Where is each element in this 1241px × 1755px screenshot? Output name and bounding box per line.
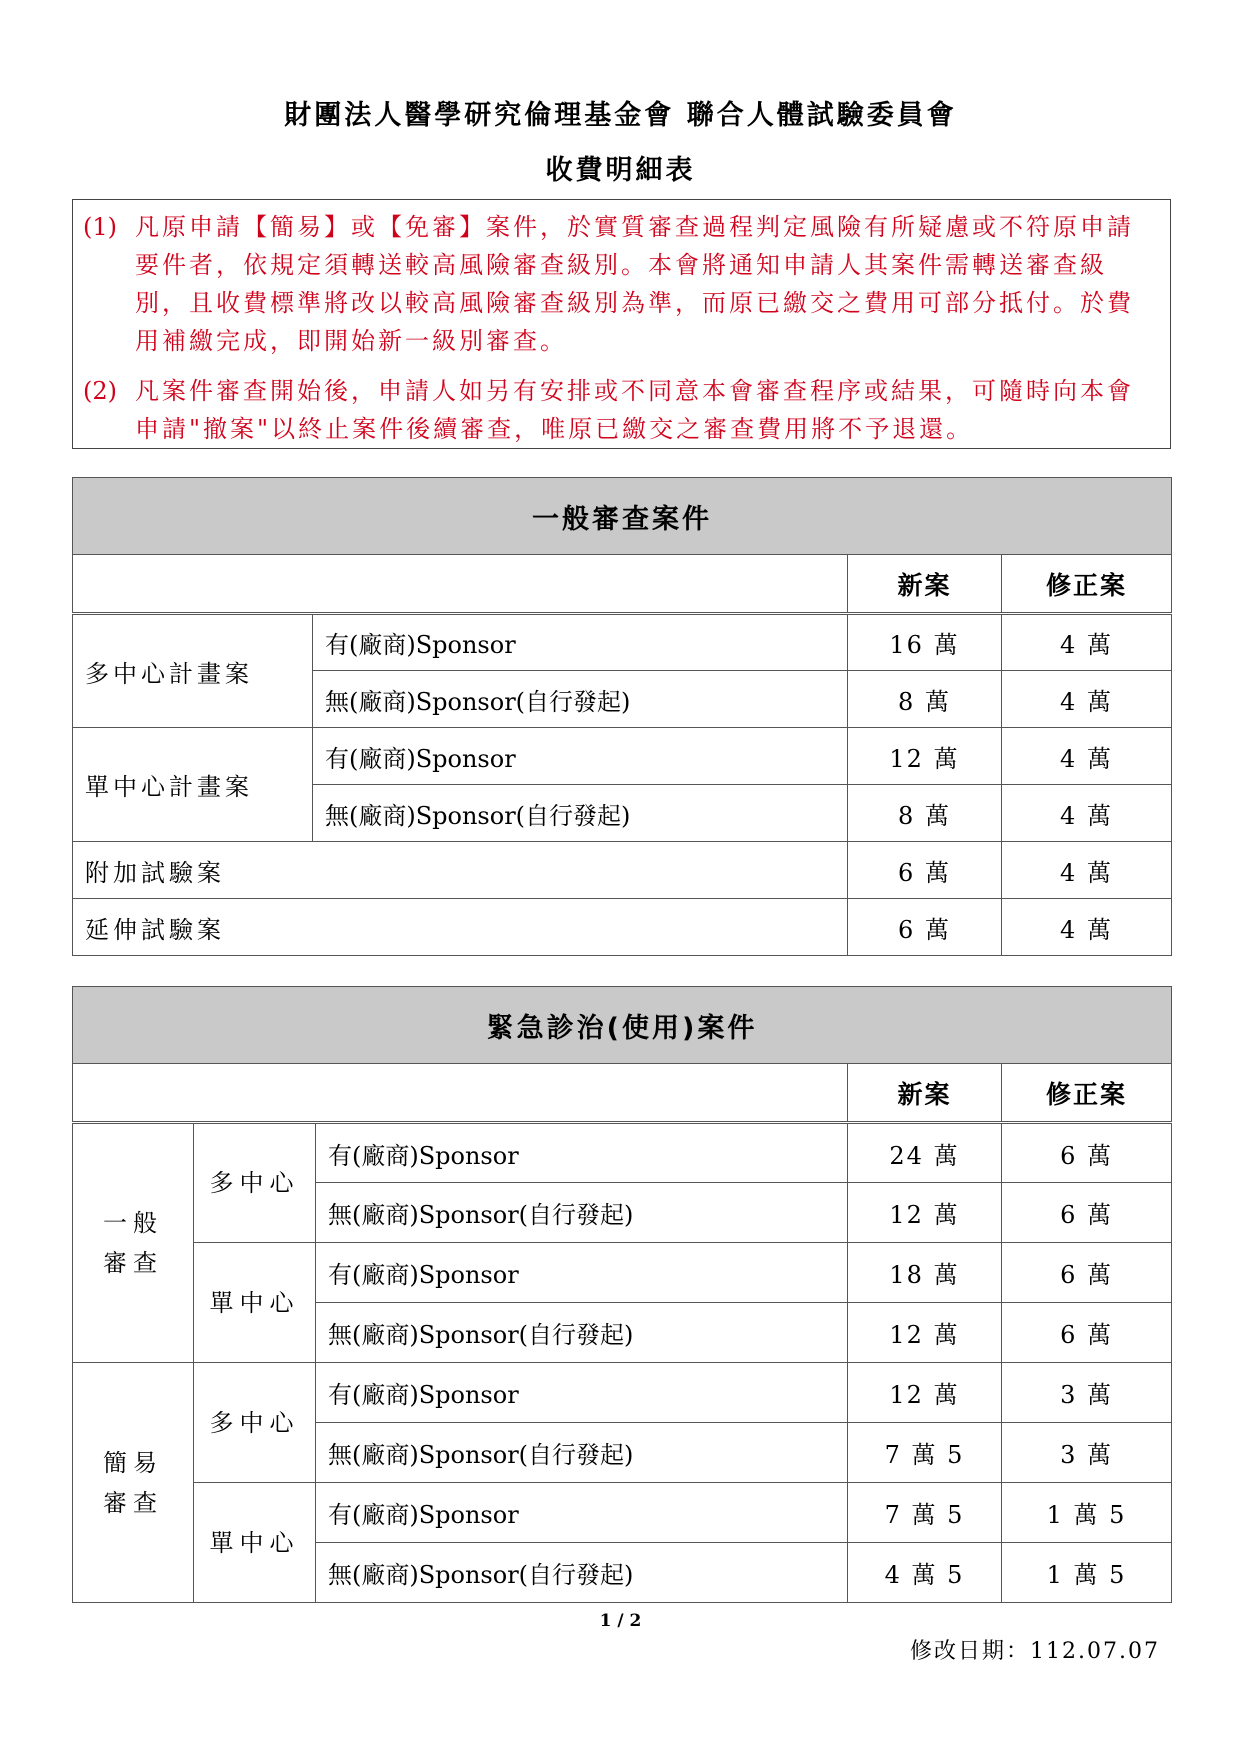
sponsor-cell: 無(廠商)Sponsor(自行發起) [316, 1423, 848, 1483]
new-fee-cell: 12 萬 [848, 1183, 1002, 1243]
emergency-use-fee-table [72, 986, 1172, 1603]
revision-fee-cell: 3 萬 [1002, 1423, 1172, 1483]
new-fee-cell: 6 萬 [848, 899, 1002, 956]
new-fee-cell: 8 萬 [848, 671, 1002, 728]
table-row [73, 899, 1172, 956]
notice-item-text: 凡原申請【簡易】或【免審】案件，於實質審查過程判定風險有所疑慮或不符原申請要件者，依規定須轉送較高風險審查級別。本會將通知申請人其案件需轉送審查級別，且收費標準將改以較高風險審查級別為準，而原已繳交之費用可部分抵付。於費用補繳完成，即開始新一級別審查。 [135, 213, 1134, 355]
sponsor-cell: 無(廠商)Sponsor(自行發起) [316, 1543, 848, 1603]
new-fee-cell: 7 萬 5 [848, 1483, 1002, 1543]
revision-fee-cell: 3 萬 [1002, 1363, 1172, 1423]
plan-type-cell: 附加試驗案 [73, 842, 848, 899]
table-row [73, 1243, 1172, 1303]
table-row [73, 728, 1172, 785]
notice-item-number: (1) [83, 213, 117, 241]
revision-fee-cell: 4 萬 [1002, 899, 1172, 956]
new-fee-cell: 18 萬 [848, 1243, 1002, 1303]
table-row [73, 842, 1172, 899]
document-subtitle: 收費明細表 [545, 155, 696, 186]
sponsor-cell: 有(廠商)Sponsor [316, 1243, 848, 1303]
column-header-revision: 修正案 [1002, 555, 1172, 614]
sponsor-cell: 有(廠商)Sponsor [313, 614, 848, 671]
document-title: 財團法人醫學研究倫理基金會 聯合人體試驗委員會 [284, 100, 957, 131]
sponsor-cell: 有(廠商)Sponsor [316, 1123, 848, 1183]
new-fee-cell: 16 萬 [848, 614, 1002, 671]
review-category-cell: 一般 審查 [73, 1123, 194, 1363]
header-blank-cell [73, 1064, 848, 1123]
plan-type-cell: 單中心計畫案 [73, 728, 313, 842]
table-section-title: 緊急診治(使用)案件 [73, 987, 1172, 1064]
notice-item-text: 凡案件審查開始後，申請人如另有安排或不同意本會審查程序或結果，可隨時向本會申請"撤案"以終止案件後續審查，唯原已繳交之審查費用將不予退還。 [135, 377, 1134, 443]
new-fee-cell: 12 萬 [848, 1363, 1002, 1423]
sponsor-cell: 無(廠商)Sponsor(自行發起) [316, 1183, 848, 1243]
table-row [73, 1123, 1172, 1183]
center-type-cell: 單中心 [194, 1483, 316, 1603]
notice-item [83, 208, 1158, 360]
notice-box [72, 199, 1171, 449]
new-fee-cell: 12 萬 [848, 1303, 1002, 1363]
sponsor-cell: 有(廠商)Sponsor [316, 1363, 848, 1423]
table-row [73, 614, 1172, 671]
sponsor-cell: 無(廠商)Sponsor(自行發起) [316, 1303, 848, 1363]
table-row [73, 1363, 1172, 1423]
notice-item-number: (2) [83, 377, 117, 405]
table-section-title: 一般審查案件 [73, 478, 1172, 555]
new-fee-cell: 8 萬 [848, 785, 1002, 842]
new-fee-cell: 4 萬 5 [848, 1543, 1002, 1603]
review-category-cell: 簡易 審查 [73, 1363, 194, 1603]
revision-fee-cell: 6 萬 [1002, 1243, 1172, 1303]
page-number: 1 / 2 [599, 1611, 642, 1631]
sponsor-cell: 無(廠商)Sponsor(自行發起) [313, 785, 848, 842]
center-type-cell: 多中心 [194, 1123, 316, 1243]
revision-fee-cell: 6 萬 [1002, 1303, 1172, 1363]
revision-fee-cell: 6 萬 [1002, 1123, 1172, 1183]
revision-fee-cell: 4 萬 [1002, 728, 1172, 785]
new-fee-cell: 6 萬 [848, 842, 1002, 899]
revision-date: 修改日期：112.07.07 [910, 1639, 1160, 1664]
new-fee-cell: 7 萬 5 [848, 1423, 1002, 1483]
plan-type-cell: 多中心計畫案 [73, 614, 313, 728]
table-row [73, 1483, 1172, 1543]
revision-fee-cell: 4 萬 [1002, 785, 1172, 842]
header-blank-cell [73, 555, 848, 614]
center-type-cell: 多中心 [194, 1363, 316, 1483]
sponsor-cell: 有(廠商)Sponsor [313, 728, 848, 785]
notice-item [83, 372, 1158, 448]
column-header-new: 新案 [848, 1064, 1002, 1123]
new-fee-cell: 24 萬 [848, 1123, 1002, 1183]
plan-type-cell: 延伸試驗案 [73, 899, 848, 956]
column-header-new: 新案 [848, 555, 1002, 614]
sponsor-cell: 無(廠商)Sponsor(自行發起) [313, 671, 848, 728]
column-header-revision: 修正案 [1002, 1064, 1172, 1123]
revision-fee-cell: 4 萬 [1002, 842, 1172, 899]
general-review-fee-table [72, 477, 1172, 956]
revision-fee-cell: 4 萬 [1002, 671, 1172, 728]
revision-fee-cell: 4 萬 [1002, 614, 1172, 671]
sponsor-cell: 有(廠商)Sponsor [316, 1483, 848, 1543]
center-type-cell: 單中心 [194, 1243, 316, 1363]
revision-fee-cell: 1 萬 5 [1002, 1483, 1172, 1543]
revision-fee-cell: 1 萬 5 [1002, 1543, 1172, 1603]
revision-fee-cell: 6 萬 [1002, 1183, 1172, 1243]
new-fee-cell: 12 萬 [848, 728, 1002, 785]
